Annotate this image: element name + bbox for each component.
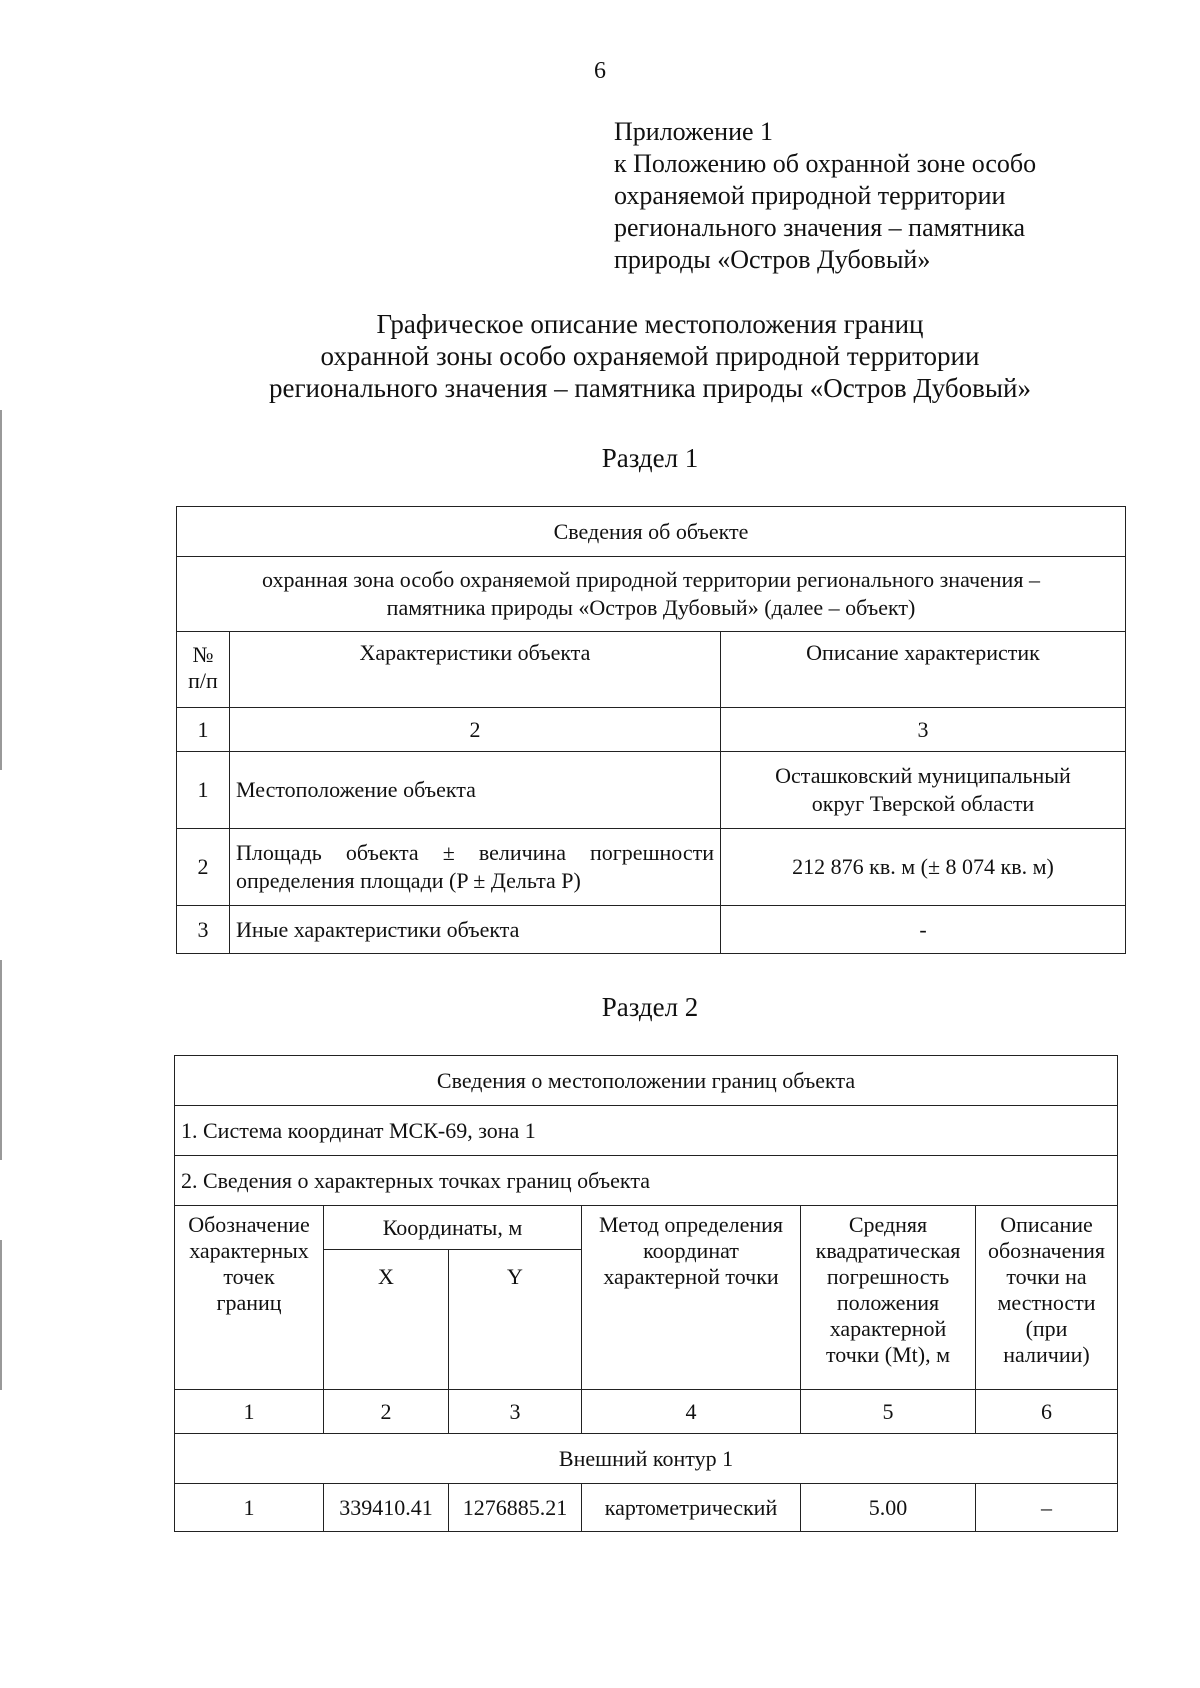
header-line: характерных (189, 1238, 309, 1263)
row-characteristic: Иные характеристики объекта (230, 906, 721, 954)
section2-heading: Раздел 2 (601, 992, 699, 1022)
object-description-line: памятника природы «Остров Дубовый» (далее – объект) (386, 595, 916, 620)
appendix-note (614, 116, 1134, 276)
header-line: местности (997, 1290, 1096, 1315)
header-coordinates: Координаты, м (324, 1206, 582, 1250)
column-number: 5 (801, 1390, 976, 1434)
row-characteristic-line: Площадь объекта ± величина погрешности (236, 840, 714, 865)
header-line: положения (836, 1290, 940, 1315)
column-number: 6 (976, 1390, 1118, 1434)
table-row (175, 1106, 1118, 1156)
scan-edge-mark (0, 960, 2, 1160)
row-characteristic (230, 829, 721, 906)
header-line: точки на (1006, 1264, 1087, 1289)
header-line: Метод определения (598, 1212, 784, 1237)
column-number: 4 (582, 1390, 801, 1434)
coordinate-system: 1. Система координат МСК-69, зона 1 (175, 1106, 1118, 1156)
column-number: 1 (175, 1390, 324, 1434)
object-info-table (176, 506, 1126, 954)
header-line: характерной точки (603, 1264, 779, 1289)
column-number: 3 (449, 1390, 582, 1434)
point-id: 1 (175, 1484, 324, 1532)
header-line: координат (643, 1238, 739, 1263)
row-number: 2 (177, 829, 230, 906)
table-caption: Сведения о местоположении границ объекта (175, 1056, 1118, 1106)
point-y: 1276885.21 (449, 1484, 582, 1532)
column-number-row (175, 1390, 1118, 1434)
header-num (177, 632, 230, 708)
header-line: (при (1025, 1316, 1068, 1341)
header-x: X (324, 1250, 449, 1390)
scan-edge-mark (0, 1240, 2, 1390)
header-num-line: № (192, 642, 214, 667)
row-value: - (721, 906, 1126, 954)
table-header-row (177, 632, 1126, 708)
object-description (177, 557, 1126, 632)
contour-row (175, 1434, 1118, 1484)
header-num-line: п/п (188, 668, 218, 693)
table-row (177, 752, 1126, 829)
header-line: точек (223, 1264, 275, 1289)
row-value: 212 876 кв. м (± 8 074 кв. м) (721, 829, 1126, 906)
title-line: регионального значения – памятника природы «Остров Дубовый» (268, 373, 1032, 403)
header-error (801, 1206, 976, 1390)
appendix-line: регионального значения – памятника (614, 213, 1025, 242)
header-description: Описание характеристик (721, 632, 1126, 708)
header-line: Обозначение (188, 1212, 310, 1237)
row-characteristic-line: определения площади (P ± Дельта P) (236, 868, 581, 893)
header-point-description (976, 1206, 1118, 1390)
header-line: границ (216, 1290, 282, 1315)
header-characteristics: Характеристики объекта (230, 632, 721, 708)
point-x: 339410.41 (324, 1484, 449, 1532)
document-title (100, 308, 1200, 404)
row-value (721, 752, 1126, 829)
appendix-line: Приложение 1 (614, 117, 774, 146)
appendix-line: к Положению об охранной зоне особо (614, 149, 1037, 178)
column-number: 2 (230, 708, 721, 752)
point-method: картометрический (582, 1484, 801, 1532)
column-number-row (177, 708, 1126, 752)
header-y: Y (449, 1250, 582, 1390)
row-number: 3 (177, 906, 230, 954)
header-line: погрешность (826, 1264, 950, 1289)
contour-label: Внешний контур 1 (175, 1434, 1118, 1484)
header-line: точки (Mt), м (825, 1342, 951, 1367)
header-line: наличии) (1003, 1342, 1090, 1367)
row-number: 1 (177, 752, 230, 829)
table-row (177, 557, 1126, 632)
row-value-line: Осташковский муниципальный (775, 763, 1071, 788)
column-number: 2 (324, 1390, 449, 1434)
title-line: охранной зоны особо охраняемой природной территории (320, 341, 980, 371)
row-value-line: округ Тверской области (811, 791, 1035, 816)
row-characteristic: Местоположение объекта (230, 752, 721, 829)
header-line: Средняя (848, 1212, 928, 1237)
object-description-line: охранная зона особо охраняемой природной территории регионального значения – (262, 567, 1040, 592)
title-line: Графическое описание местоположения границ (376, 309, 924, 339)
table-row (177, 829, 1126, 906)
point-description: – (976, 1484, 1118, 1532)
point-error: 5.00 (801, 1484, 976, 1532)
header-line: обозначения (987, 1238, 1106, 1263)
appendix-line: природы «Остров Дубовый» (614, 245, 931, 274)
column-number: 3 (721, 708, 1126, 752)
section1-heading: Раздел 1 (601, 443, 699, 473)
table-row (175, 1056, 1118, 1106)
header-line: квадратическая (815, 1238, 961, 1263)
table-header-row (175, 1206, 1118, 1250)
boundary-points-table (174, 1055, 1118, 1532)
table-row (177, 906, 1126, 954)
header-designation (175, 1206, 324, 1390)
table-row (175, 1484, 1118, 1532)
points-info: 2. Сведения о характерных точках границ объекта (175, 1156, 1118, 1206)
table-row (177, 507, 1126, 557)
header-line: Описание (1000, 1212, 1093, 1237)
header-method (582, 1206, 801, 1390)
table-caption: Сведения об объекте (177, 507, 1126, 557)
table-row (175, 1156, 1118, 1206)
column-number: 1 (177, 708, 230, 752)
appendix-line: охраняемой природной территории (614, 181, 1006, 210)
header-line: характерной (829, 1316, 947, 1341)
page-number: 6 (594, 58, 606, 84)
